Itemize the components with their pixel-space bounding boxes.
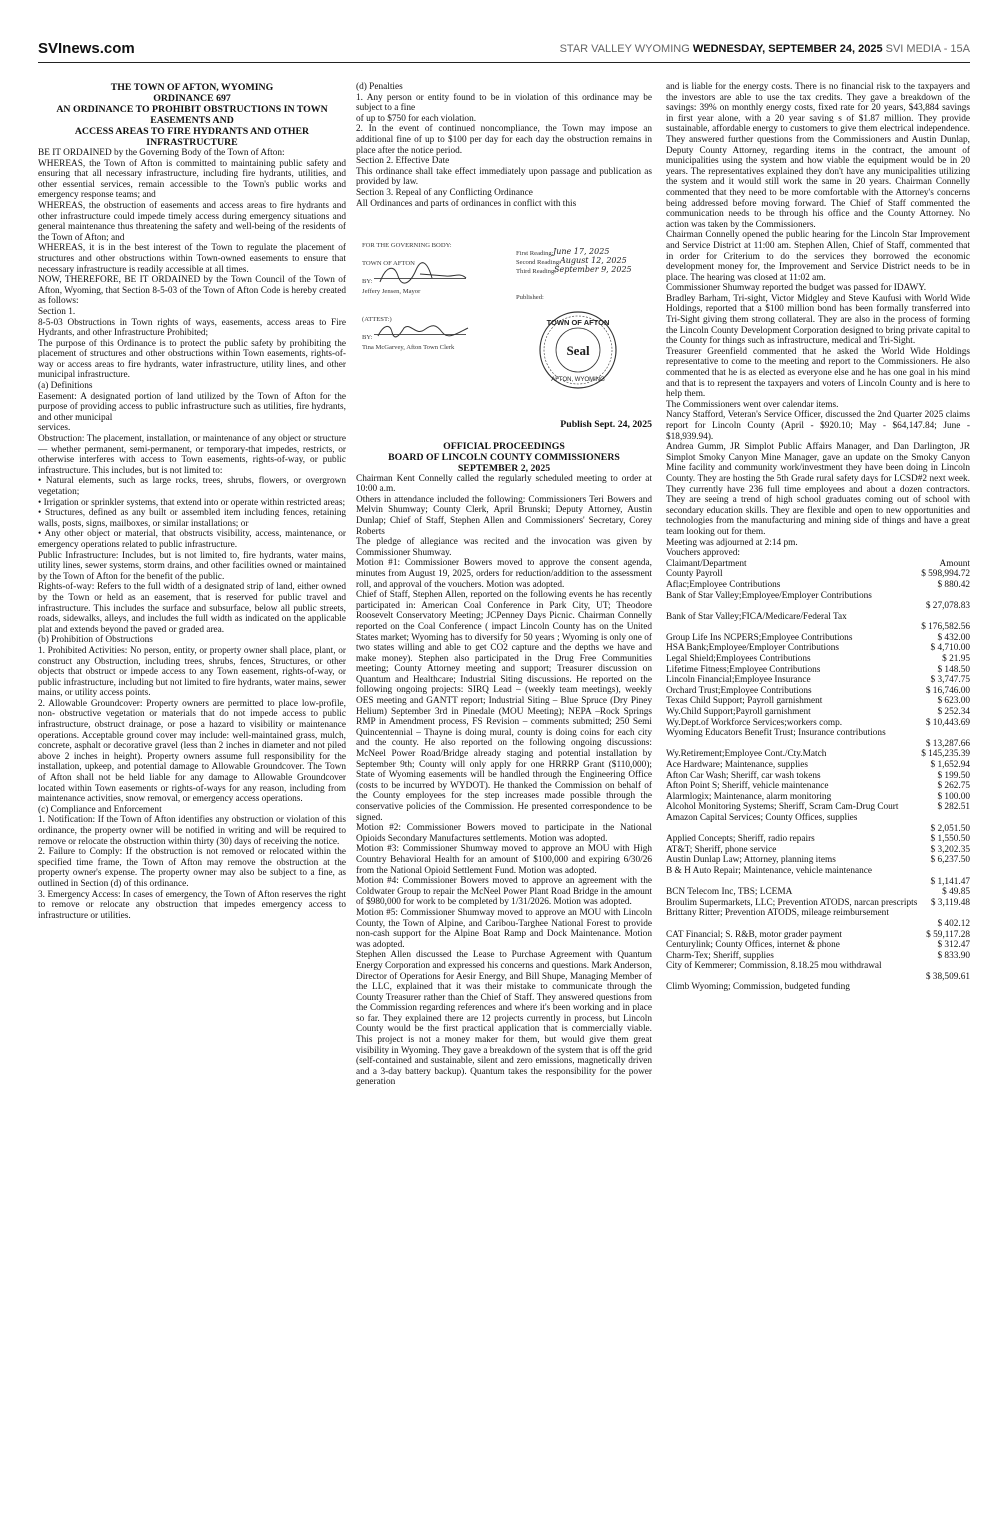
voucher-row (666, 749, 970, 760)
proceedings-paragraph: Chairman Kent Connelly called the regularly scheduled meeting to order at 10:00 a.m. (356, 473, 652, 495)
voucher-amount: $ 252.34 (937, 707, 970, 718)
voucher-claimant: Centurylink; County Offices, internet & phone (666, 940, 840, 951)
second-reading-label: Second Reading: (516, 259, 561, 266)
voucher-claimant: AT&T; Sheriff, phone service (666, 844, 777, 855)
voucher-claimant: Group Life Ins NCPERS;Employee Contributions (666, 632, 853, 643)
proceedings-paragraph: Chief of Staff, Stephen Allen, reported on the following events he has recently participated in: American Coal Conference in Park City, UT; Theodore Roosevelt Conservatory Meeting; JCPenney Days Picnic. Chairman Connelly reported on the Coal Conference ( impact Lincoln County has on the United States market; Wyoming has to diversify for 50 years ; Wyoming is only one of two states willing and able to get CO2 capture and the depths we have and make money). Stephen also participated in the Drug Free Communities meeting; County Attorney meeting and support; Treasurer discussion on Quantum and Healthcare; Industrial Siting discussions. He reported on the following ongoing projects: SIRQ Lead – (weekly team meetings), weekly OES meeting and GANTT report; Industrial Siting – Blue Spruce (Dry Piney Helium) September 3rd in Pinedale (MOU Meeting); NEPA –Rock Springs RMP in Amendment process, FS Revision – comments submitted; 250 Semi Quincentennial – Thayne is doing mural, county is doing coins for each city and the county. He also reported on the following ongoing discussions: McNeel Power Road/Bridge already staging and potential installation by September 9th; County will only apply for one HRRRP Grant ($110,000); State of Wyoming easements will be handled through the Engineering Office (costs to be incurred by WYDOT). He thanked the Commission on behalf of the County employees for the step increases made possible through the conservative policies of the Commission. He presented correspondence to be signed. (356, 590, 652, 823)
voucher-claimant: Brittany Ritter; Prevention ATODS, mileage reimbursement (666, 908, 889, 919)
column-2 (356, 82, 652, 1088)
voucher-claimant: Applied Concepts; Sheriff, radio repairs (666, 834, 815, 845)
voucher-amount: $ 833.90 (937, 950, 970, 961)
voucher-amount: $ 13,287.66 (925, 738, 970, 749)
voucher-claimant: City of Kemmerer; Commission, 8.18.25 mou withdrawal (666, 961, 882, 972)
ordinance-paragraph: 2. In the event of continued noncompliance, the Town may impose an additional fine of up to $100 per day for each day the obstruction remains in place after the notice period. (356, 124, 652, 156)
voucher-amount: Amount (939, 558, 970, 569)
proceedings-paragraph: Commissioner Shumway reported the budget was passed for IDAWY. (666, 283, 927, 294)
ordinance-paragraph: 1. Prohibited Activities: No person, entity, or property owner shall place, plant, or construct any Obstruction, including trees, shrubs, fences, Structures, or other objects that obstruct or impede access to any Town easement, rights-of-way, or public infrastructure, including but not limited to fire hydrants, water mains, sewer mains, or utility access points. (38, 645, 346, 699)
ordinance-paragraph: (b) Prohibition of Obstructions (38, 635, 153, 646)
voucher-amount: $ 1,550.50 (930, 834, 970, 845)
voucher-amount: $ 432.00 (937, 632, 970, 643)
voucher-amount: $ 312.47 (937, 940, 970, 951)
governing-label: FOR THE GOVERNING BODY: (362, 242, 452, 249)
voucher-claimant: County Payroll (666, 569, 723, 580)
voucher-claimant: Alarmlogix; Maintenance, alarm monitoring (666, 791, 832, 802)
voucher-row (666, 834, 970, 845)
voucher-claimant: Austin Dunlap Law; Attorney, planning items (666, 855, 836, 866)
proceedings-paragraph: Others in attendance included the following: Commissioners Teri Bowers and Melvin Shumway; County Clerk, April Brunski; Deputy Attorney, Austin Dunlap; Chief of Staff, Stephen Allen and Commissioners' Secretary, Corey Roberts (356, 494, 652, 537)
voucher-claimant: Climb Wyoming; Commission, budgeted funding (666, 982, 850, 993)
voucher-amount: $ 21.95 (942, 654, 970, 665)
proceedings-body (356, 474, 652, 1088)
ordinance-paragraph: (d) Penalties (356, 82, 403, 92)
issue-date: WEDNESDAY, SEPTEMBER 24, 2025 (692, 43, 883, 55)
heading-line: SEPTEMBER 2, 2025 (457, 462, 551, 474)
voucher-row (666, 612, 970, 633)
heading-line: ORDINANCE 697 (153, 93, 231, 104)
ordinance-paragraph: Section 2. Effective Date (356, 156, 450, 167)
voucher-claimant: HSA Bank;Employee/Employer Contributions (666, 643, 840, 654)
voucher-amount: $ 1,652.94 (930, 760, 970, 770)
voucher-amount: $ 59,117.28 (926, 929, 970, 940)
voucher-amount: $ 148.50 (937, 664, 970, 675)
clerk-name: Tina McGarvey, Afton Town Clerk (362, 344, 455, 351)
ordinance-paragraph: WHEREAS, the Town of Afton is committed to maintaining public safety and ensuring that all necessary infrastructure, including fire hydrants, utilities, and other essential services, remain accessible to the Town's public works and emergency response teams; and (38, 158, 346, 201)
voucher-claimant: Wy.Dept.of Workforce Services;workers comp. (666, 717, 843, 728)
site-name: SVInews.com (38, 40, 135, 57)
heading-line: OFFICIAL PROCEEDINGS (443, 440, 565, 452)
voucher-row (666, 855, 970, 866)
ordinance-paragraph: All Ordinances and parts of ordinances in conflict with this (356, 198, 577, 209)
voucher-row (666, 707, 970, 718)
ordinance-paragraph: of up to $750 for each violation. (356, 113, 477, 124)
proceedings-paragraph: Treasurer Greenfield commented that he asked the World Wide Holdings representative to come to the meeting and report to the Commissioners. He also commented that he is as elected as everyone else and he has one goal in his mind and that is to represent the taxpayers and voters of Lincoln County and is here to help them. (666, 346, 970, 400)
ordinance-paragraph: 2. Failure to Comply: If the obstruction is not removed or relocated within the specified time frame, the Town of Afton may remove the obstruction at the property owner's expense. The property owner may also be subject to a fine, as outlined in Section (d) of this ordinance. (38, 847, 346, 889)
ordinance-paragraph: • Structures, defined as any built or assembled item including fences, retaining walls, posts, signs, mailboxes, or similar installations; or (38, 508, 346, 529)
voucher-amount: $ 402.12 (937, 918, 970, 929)
voucher-claimant: Lincoln Financial;Employee Insurance (666, 675, 811, 686)
voucher-row (666, 559, 970, 570)
voucher-claimant: Aflac;Employee Contributions (666, 579, 781, 590)
voucher-claimant: CAT Financial; S. R&B, motor grader payment (666, 929, 842, 940)
ordinance-paragraph: WHEREAS, the obstruction of easements and access areas to fire hydrants and other infrastructure could impede timely access during emergency situations and general maintenance thus threatening the safety and well-being of the residents of the Town of Afton; and (38, 200, 346, 243)
voucher-claimant: Afton Car Wash; Sheriff, car wash tokens (666, 770, 821, 781)
proceedings-paragraph: Motion #3: Commissioner Shumway moved to approve an MOU with High Country Behavioral Health for an amount of $100,000 and expiring 6/30/26 from the National Opioid Settlement Fund. Motion was adopted. (356, 844, 652, 876)
proceedings-paragraph: Motion #2: Commissioner Bowers moved to participate in the National Opioids Secondary Manufactures settlements. Motion was adopted. (356, 823, 652, 844)
voucher-row (666, 591, 970, 612)
masthead (38, 38, 970, 63)
seal-top-text: TOWN OF AFTON (546, 318, 610, 327)
proceedings-heading (356, 441, 652, 474)
voucher-amount: $ 598,994.72 (921, 569, 970, 580)
voucher-claimant: Wy.Retirement;Employee Cont./Cty.Match (666, 749, 827, 760)
ordinance-paragraph: Obstruction: The placement, installation, or maintenance of any object or structure— whether permanent, semi-permanent, or temporary-that impedes, restricts, or otherwise interferes with access to Town easements, rights-of-way, or public infrastructure. This includes, but is not limited to: (38, 434, 346, 476)
attest-label: (ATTEST:) (362, 316, 392, 323)
publish-date: Publish Sept. 24, 2025 (560, 419, 652, 430)
voucher-claimant: Broulim Supermarkets, LLC; Prevention ATODS, narcan prescripts (666, 897, 918, 908)
voucher-row (666, 696, 970, 707)
voucher-row (666, 686, 970, 697)
voucher-amount: $ 100.00 (937, 791, 970, 802)
heading-line: AN ORDINANCE TO PROHIBIT OBSTRUCTIONS IN TOWN EASEMENTS AND (56, 104, 328, 126)
voucher-claimant: Lifetime Fitness;Employee Contributions (666, 664, 821, 675)
voucher-amount: $ 10,443.69 (925, 717, 970, 728)
proceedings-paragraph: Nancy Stafford, Veteran's Service Officer, discussed the 2nd Quarter 2025 claims report for Lincoln County (April - $920.10; May - $64,147.84; June - $18,939.94). (666, 410, 970, 442)
voucher-row (666, 675, 970, 686)
voucher-claimant: B & H Auto Repair; Maintenance, vehicle maintenance (666, 865, 873, 876)
voucher-row (666, 771, 970, 782)
heading-line: ACCESS AREAS TO FIRE HYDRANTS AND OTHER INFRASTRUCTURE (74, 126, 310, 148)
voucher-amount: $ 3,747.75 (930, 675, 970, 686)
first-reading-date: June 17, 2025 (553, 247, 610, 256)
voucher-row (666, 643, 970, 654)
voucher-row (666, 898, 970, 909)
ordinance-paragraph: • Natural elements, such as large rocks, trees, shrubs, flowers, or overgrown vegetation; (38, 476, 346, 497)
ordinance-paragraph: (c) Compliance and Enforcement (38, 804, 162, 815)
heading-line: THE TOWN OF AFTON, WYOMING (110, 82, 274, 93)
voucher-amount: $ 262.75 (937, 781, 970, 792)
mayor-name: Jeffery Jensen, Mayor (362, 288, 421, 295)
voucher-amount: $ 3,119.48 (930, 897, 970, 908)
ordinance-paragraph: • Irrigation or sprinkler systems, that extend into or operate within restricted areas; (38, 497, 346, 508)
voucher-claimant: Afton Point S; Sheriff, vehicle maintenance (666, 781, 829, 792)
voucher-row (666, 813, 970, 834)
voucher-row (666, 887, 970, 898)
voucher-amount: $ 282.51 (937, 802, 970, 813)
ordinance-paragraph: 3. Emergency Access: In cases of emergency, the Town of Afton reserves the right to remove or relocate any obstruction that impedes emergency access to infrastructure or utilities. (38, 889, 346, 921)
proceedings-paragraph: Motion #5: Commissioner Shumway moved to approve an MOU with Lincoln County, the Town of Alpine, and Caribou-Targhee National Forest to provide non-cash support for the Alpine Boat Ramp and Dock Maintenance. Motion was adopted. (356, 907, 652, 950)
voucher-row (666, 930, 970, 941)
proceedings-paragraph: Vouchers approved: (666, 548, 740, 559)
voucher-row (666, 569, 970, 580)
proceedings-paragraph: Stephen Allen discussed the Lease to Purchase Agreement with Quantum Energy Corporation and expressed his concerns and questions. Mark Anderson, Director of Operations for Aesir Energy, and Bill Shupe, Managing Member of the LLC, explained that it was their mistake to communicate through the County Treasurer rather than the Chief of Staff. They answered questions from the Commission regarding references and where it's been working and in place so far. They explained there are 12 projects currently in process, but Lincoln County would be the first practical application that is commercially viable. This project is not a money maker for them, but would give them great visibility in Wyoming. They gave a breakdown of the system that is off the grid (self-contained and sustainable, silent and zero emissions, magnetically driven and a 3-day battery backup). Quantum takes the responsibility for the power generation (356, 950, 652, 1088)
vouchers-list (666, 559, 970, 993)
voucher-row (666, 940, 970, 951)
voucher-amount: $ 880.42 (937, 579, 970, 590)
ordinance-paragraph: Rights-of-way: Refers to the full width of a designated strip of land, either owned by the Town or held as an easement, that is reserved for public travel and infrastructure. This includes the surface and subsurface, below all public streets, roads, sidewalks, alleys, and includes the full width as indicated on the applicable plat and extends beyond the paved or graded area. (38, 582, 346, 635)
ordinance-paragraph: 2. Allowable Groundcover: Property owners are permitted to place low-profile, non- obstructive vegetation or materials that do not impede access to public infrastructure, obstruct drainage, or pose a hazard to visibility or maintenance operations. Acceptable ground cover may include: well-maintained grass, mulch, concrete, asphalt or decorative gravel (less than 2 inches in diameter and not piled above 2 inches in height). Property owners assume full responsibility for the installation, upkeep, and potential damage to Allowable Groundcover. The Town of Afton shall not be held liable for any damage to Allowable Groundcover located within Town easements or rights-of-ways for any reason, including from maintenance activities, snow removal, or emergency access operations. (38, 698, 346, 805)
voucher-row (666, 633, 970, 644)
first-reading-label: First Reading: (516, 250, 554, 257)
seal-bottom-text: AFTON, WYOMING (551, 377, 605, 383)
proceedings-paragraph: The Commissioners went over calendar items. (666, 399, 839, 410)
voucher-claimant: Wyoming Educators Benefit Trust; Insurance contributions (666, 728, 886, 739)
proceedings-paragraph: Chairman Connelly opened the public hearing for the Lincoln Star Improvement and Service District at 11:00 am. Stephen Allen, Chief of Staff, commented that in order for Criterium to do the services they borrowed the economic development money for, the Improvement and Service District needs to be in place. The hearing was closed at 11:02 am. (666, 230, 970, 283)
paper-name: STAR VALLEY WYOMING (559, 43, 690, 55)
ordinance-paragraph: NOW, THEREFORE, BE IT ORDAINED by the Town Council of the Town of Afton, Wyoming, that Section 8-5-03 of the Town of Afton Code is hereby created as follows: (38, 275, 346, 307)
voucher-amount: $ 49.85 (942, 887, 970, 898)
proceedings-paragraph: The pledge of allegiance was recited and the invocation was given by Commissioner Shumway. (356, 537, 652, 558)
voucher-claimant: Texas Child Support; Payroll garnishment (666, 696, 823, 707)
proceedings-paragraph: Meeting was adjourned at 2:14 pm. (666, 537, 798, 548)
town-seal (538, 310, 618, 390)
seal-graphic (538, 310, 618, 390)
published-label: Published: (516, 294, 544, 301)
voucher-claimant: Bank of Star Valley;FICA/Medicare/Federal Tax (666, 611, 847, 622)
voucher-row (666, 781, 970, 792)
ordinance-paragraph: The purpose of this Ordinance is to protect the public safety by prohibiting the placement of structures and other obstructions within Town easements, rights-of-way or access areas to fire hydrants, water infrastructure, utility lines, and other municipal infrastructure. (38, 338, 346, 381)
voucher-amount: $ 16,746.00 (925, 685, 970, 696)
voucher-amount: $ 4,710.00 (930, 643, 970, 654)
mayor-signature (376, 262, 471, 288)
voucher-claimant: Amazon Capital Services; County Offices, supplies (666, 812, 858, 823)
voucher-claimant: Alcohol Monitoring Systems; Sheriff, Scram Cam-Drug Court (666, 802, 899, 813)
voucher-amount: $ 145,235.39 (921, 749, 970, 760)
column-1 (38, 82, 346, 921)
voucher-claimant: Ace Hardware; Maintenance, supplies (666, 760, 808, 770)
voucher-claimant: Bank of Star Valley;Employee/Employer Contributions (666, 590, 872, 601)
third-reading-date: September 9, 2025 (554, 265, 632, 274)
voucher-amount: $ 1,141.47 (930, 876, 970, 887)
voucher-row (666, 580, 970, 591)
voucher-row (666, 665, 970, 676)
ordinance-paragraph: 1. Notification: If the Town of Afton identifies any obstruction or violation of this ordinance, the property owner will be notified in writing and will be required to remove or relocate the obstruction within thirty (30) days of receiving the notice. (38, 815, 346, 847)
column-3 (666, 82, 970, 993)
ordinance-paragraph: Public Infrastructure: Includes, but is not limited to, fire hydrants, water mains, utility lines, sewer systems, storm drains, and other facilities owned or maintained by the Town of Afton for the benefit of the public. (38, 550, 346, 582)
voucher-amount: $ 176,582.56 (921, 622, 970, 633)
clerk-signature (376, 320, 471, 342)
page-number: SVI MEDIA - 15A (885, 43, 970, 55)
dateline (560, 43, 970, 55)
ordinance-paragraph: services. (38, 423, 71, 434)
voucher-row (666, 961, 970, 982)
ordinance-paragraph: (a) Definitions (38, 381, 93, 392)
voucher-amount: $ 38,509.61 (925, 971, 970, 982)
ordinance-paragraph: • Any other object or material, that obstructs visibility, access, maintenance, or emergency operations related to public infrastructure. (38, 529, 346, 550)
proceedings-paragraph: and is liable for the energy costs. There is no financial risk to the taxpayers and the investors are able to use the tax credits. They gave a breakdown of the savings: 39% on monthly energy costs, fixed rate for 20 years, $43,884 savings in first year alone, with a 20 year saving s of $1.87 million. They provide sustainable, affordable energy to customers to give them electrical independence. They answered further questions from the Commissioners and Austin Dunlap, Deputy County Attorney, regarding items in the contract, the amount of municipalities using the system and how viable the equipment would be in 20 years. The representatives explained they don't have any municipalities utilizing the system and it would still work the same in 20 years. Chairman Connelly commented that they need to be more comfortable with the Attorney's concerns being addressed before moving forward. The Chief of Staff commented the communication needs to be through his office and the County Attorney. No action was taken by the Commissioners. (666, 82, 970, 230)
ordinance-paragraph: WHEREAS, it is in the best interest of the Town to regulate the placement of structures and other obstructions within Town-owned easements to ensure that necessary infrastructure is readily accessible at all times. (38, 243, 346, 275)
by-label: BY: (362, 334, 373, 341)
ordinance-paragraph: This ordinance shall take effect immediately upon passage and publication as provided by law. (356, 166, 652, 188)
seal-center-text: Seal (566, 343, 590, 358)
ordinance-paragraph: Section 3. Repeal of any Conflicting Ordinance (356, 187, 533, 198)
voucher-claimant: Orchard Trust;Employee Contributions (666, 685, 812, 696)
voucher-claimant: Claimant/Department (666, 558, 747, 569)
town-label: TOWN OF AFTON (362, 260, 415, 267)
voucher-claimant: BCN Telecom Inc, TBS; LCEMA (666, 887, 793, 898)
voucher-row (666, 760, 970, 771)
ordinance-paragraph: 8-5-03 Obstructions in Town rights of ways, easements, access areas to Fire Hydrants, and other Infrastructure Prohibited; (38, 317, 346, 339)
voucher-claimant: Legal Shield;Employees Contributions (666, 654, 811, 665)
voucher-row (666, 908, 970, 929)
signature-block (356, 238, 652, 420)
second-reading-date: August 12, 2025 (560, 256, 627, 265)
voucher-row (666, 654, 970, 665)
ordinance-continued (356, 82, 652, 238)
voucher-row (666, 802, 970, 813)
proceedings-paragraph: Motion #4: Commissioner Bowers moved to approve an agreement with the Coldwater Group to repair the McNeel Power Plant Road Bridge in the amount of $980,000 for work to be completed by 1/31/2026. Motion was adopted. (356, 876, 652, 908)
ordinance-paragraph: 1. Any person or entity found to be in violation of this ordinance may be subject to a fine (356, 92, 652, 114)
voucher-row (666, 792, 970, 803)
voucher-amount: $ 6,237.50 (930, 855, 970, 866)
ordinance-paragraph: BE IT ORDAINED by the Governing Body of the Town of Afton: (38, 148, 285, 158)
voucher-amount: $ 2,051.50 (930, 823, 970, 834)
ordinance-heading (38, 82, 346, 148)
voucher-row (666, 845, 970, 856)
proceedings-paragraph: Motion #1: Commissioner Bowers moved to approve the consent agenda, minutes from August 19, 2025, orders for reduction/addition to the assessment roll, and approval of the vouchers. Motion was adopted. (356, 558, 652, 590)
by-label: BY: (362, 278, 373, 285)
voucher-amount: $ 27,078.83 (925, 601, 970, 612)
proceedings-continued (666, 82, 970, 559)
voucher-row (666, 718, 970, 729)
voucher-row (666, 866, 970, 887)
voucher-claimant: Wy.Child Support;Payroll garnishment (666, 707, 811, 718)
ordinance-body (38, 148, 346, 921)
voucher-amount: $ 199.50 (937, 770, 970, 781)
voucher-amount: $ 3,202.35 (930, 844, 970, 855)
proceedings-paragraph: Bradley Barham, Tri-sight, Victor Midgley and Steve Kaufusi with World Wide Holdings, reported that a $100 million bond has been formally transferred into Tri-Sight giving them strong collateral. They are also in the process of forming the Lincoln County Development Corporation designed to bring private capital to the County for things such as infrastructure, medical and Tri-Sight. (666, 293, 970, 347)
voucher-row (666, 951, 970, 962)
proceedings-paragraph: Andrea Gumm, JR Simplot Public Affairs Manager, and Dan Darlington, JR Simplot Smoky Canyon Mine Manager, gave an update on the Smoky Canyon Mine facility and community work/investment they have been doing in Lincoln County. They are hosting the 5th Grade rural safety days for LCSD#2 next week. They currently have 236 full time employees and about a dozen contractors. They are seeing a trend of high school graduates coming out of school with secondary education skills. They are flexible and open to new opportunities and technologies from the manufacturing and mining side of things and have a great team looking out for them. (666, 442, 970, 537)
heading-line: BOARD OF LINCOLN COUNTY COMMISSIONERS (388, 451, 620, 463)
voucher-row (666, 982, 970, 993)
third-reading-label: Third Reading: (516, 268, 557, 275)
ordinance-paragraph: Easement: A designated portion of land utilized by the Town of Afton for the purpose of providing access to public infrastructure such as utilities, fire hydrants, and other municipal (38, 391, 346, 423)
voucher-claimant: Charm-Tex; Sheriff, supplies (666, 950, 774, 961)
voucher-row (666, 728, 970, 749)
voucher-amount: $ 623.00 (937, 696, 970, 707)
ordinance-paragraph: Section 1. (38, 306, 76, 317)
